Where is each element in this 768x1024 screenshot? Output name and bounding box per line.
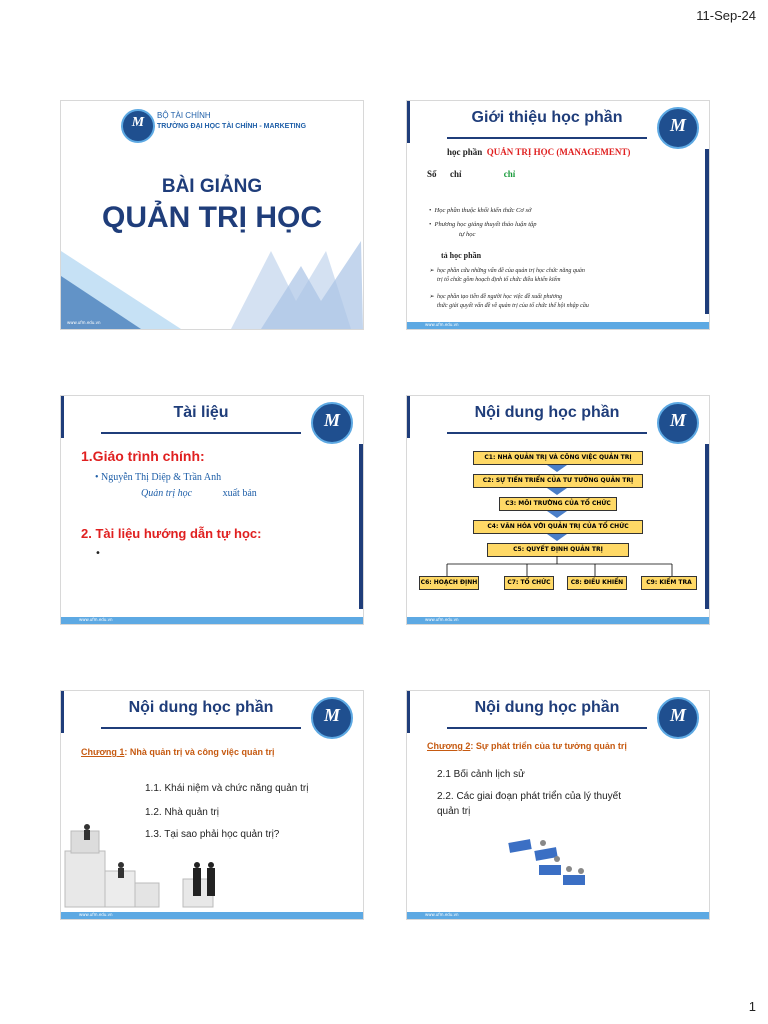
credits-label: Số — [427, 169, 437, 179]
chapter-box-c8: C8: ĐIỀU KHIỂN — [567, 576, 627, 590]
description-item-2-cont: thức giải quyết vấn đề về quản trị của tổ chức thế hội nhập cầu — [437, 303, 589, 309]
slide-accent-bar — [61, 396, 64, 438]
slide-title — [60, 100, 364, 330]
textbook-title: Quản trị học — [141, 488, 193, 499]
footer-url: www.ufm.edu.vn — [67, 320, 101, 325]
lecture-subtitle: BÀI GIẢNG — [161, 176, 263, 197]
chapter-label: Chương 1 — [81, 747, 125, 757]
school-logo: M — [657, 697, 699, 739]
credits-line — [427, 169, 515, 179]
org-line1: BỘ TÀI CHÍNH — [157, 111, 211, 120]
description-item-1-cont: trị tổ chức gồm hoạch định tổ chức điều khiển kiểm — [437, 277, 561, 283]
title-underline — [101, 432, 301, 434]
slide-footer: www.ufm.edu.vn — [61, 617, 363, 624]
self-study-heading: 2. Tài liệu hướng dẫn tự học: — [81, 526, 262, 541]
slide-title-text: Nội dung học phần — [128, 699, 274, 716]
right-accent-bar — [705, 149, 709, 314]
course-name: QUẢN TRỊ HỌC (MANAGEMENT) — [486, 147, 631, 157]
slide-footer: www.ufm.edu.vn — [407, 322, 709, 329]
intro-bullet-1: • Học phần thuộc khối kiến thức Cơ sở — [429, 207, 532, 214]
course-label: học phần — [447, 147, 483, 157]
credits-value: chỉ — [503, 169, 516, 179]
main-textbook-heading: 1.Giáo trình chính: — [81, 448, 205, 464]
course-name-line — [447, 147, 630, 157]
chapter-item-2: 2.2. Các giai đoạn phát triển của lý thuyết — [437, 791, 622, 802]
chapter-box-c6: C6: HOẠCH ĐỊNH — [419, 576, 479, 590]
chapter-title: : Nhà quản trị và công việc quản trị — [124, 747, 275, 757]
page-number: 1 — [748, 999, 756, 1014]
puzzle-people-illustration — [61, 821, 241, 911]
school-logo: M — [311, 697, 353, 739]
chapter-box-c2: C2: SỰ TIẾN TRIỂN CỦA TƯ TƯỞNG QUẢN TRỊ — [473, 474, 643, 488]
school-logo: M — [121, 109, 155, 143]
title-underline — [447, 727, 647, 729]
chapter-box-c9: C9: KIỂM TRA — [641, 576, 697, 590]
chapter-box-c4: C4: VĂN HÓA VỚI QUẢN TRỊ CỦA TỔ CHỨC — [473, 520, 643, 534]
textbook-publisher: xuất bản — [222, 488, 257, 499]
page-date: 11-Sep-24 — [696, 8, 756, 23]
chapter-heading — [427, 741, 627, 751]
slide-accent-bar — [407, 101, 410, 143]
right-accent-bar — [359, 444, 363, 609]
slide-content-overview — [406, 395, 710, 625]
chapter-label: Chương 2 — [427, 741, 471, 751]
team-puzzle-illustration — [499, 831, 599, 901]
slide-title-text: Nội dung học phần — [474, 699, 620, 716]
self-study-bullet: • — [95, 548, 101, 559]
slide-references — [60, 395, 364, 625]
course-description-heading: tả học phần — [441, 251, 482, 260]
chapter-box-c7: C7: TỔ CHỨC — [504, 576, 554, 590]
chapter-heading — [81, 747, 274, 757]
slide-title-text: Tài liệu — [173, 404, 229, 421]
org-line2: TRƯỜNG ĐẠI HỌC TÀI CHÍNH - MARKETING — [157, 123, 307, 130]
school-logo: M — [311, 402, 353, 444]
slide-title-text: Nội dung học phần — [474, 404, 620, 421]
slide-chapter-1 — [60, 690, 364, 920]
intro-bullet-2: • Phương học giảng thuyết thảo luận tập — [429, 221, 537, 228]
lecture-title: QUẢN TRỊ HỌC — [102, 201, 322, 234]
chapter-item-3: 1.3. Tại sao phải học quản trị? — [145, 829, 280, 840]
chapter-item-1: 2.1 Bối cảnh lịch sử — [437, 769, 525, 780]
intro-bullet-2-cont: tự học — [459, 231, 476, 238]
title-underline — [101, 727, 301, 729]
slide-footer: www.ufm.edu.vn — [407, 617, 709, 624]
credits-text: chỉ — [450, 169, 462, 179]
chapter-box-c5: C5: QUYẾT ĐỊNH QUẢN TRỊ — [487, 543, 629, 557]
slide-title-text: Giới thiệu học phần — [471, 109, 623, 126]
description-item-1: ➢ học phần cứu những vấn đề của quản trị học chức năng quản — [429, 268, 585, 274]
school-logo: M — [657, 402, 699, 444]
textbook-authors: • Nguyễn Thị Diệp & Trần Anh — [95, 472, 222, 483]
slide-chapter-2 — [406, 690, 710, 920]
chapter-item-2-cont: quản trị — [437, 806, 471, 817]
chapter-box-c3: C3: MÔI TRƯỜNG CỦA TỔ CHỨC — [499, 497, 617, 511]
textbook-title-line — [141, 488, 257, 499]
slide-accent-bar — [407, 691, 410, 733]
description-item-2: ➢ học phần tạo tiền đề người học việc đề xuất phương — [429, 294, 562, 300]
chapter-title: : Sự phát triển của tư tưởng quản trị — [470, 741, 627, 751]
chapter-item-1: 1.1. Khái niệm và chức năng quản trị — [145, 783, 309, 794]
chapter-box-c1: C1: NHÀ QUẢN TRỊ VÀ CÔNG VIỆC QUẢN TRỊ — [473, 451, 643, 465]
slide-course-intro — [406, 100, 710, 330]
school-logo: M — [657, 107, 699, 149]
slide-footer: www.ufm.edu.vn — [407, 912, 709, 919]
slide-accent-bar — [61, 691, 64, 733]
slide-footer: www.ufm.edu.vn — [61, 912, 363, 919]
title-underline — [447, 137, 647, 139]
chapter-item-2: 1.2. Nhà quản trị — [145, 807, 219, 818]
